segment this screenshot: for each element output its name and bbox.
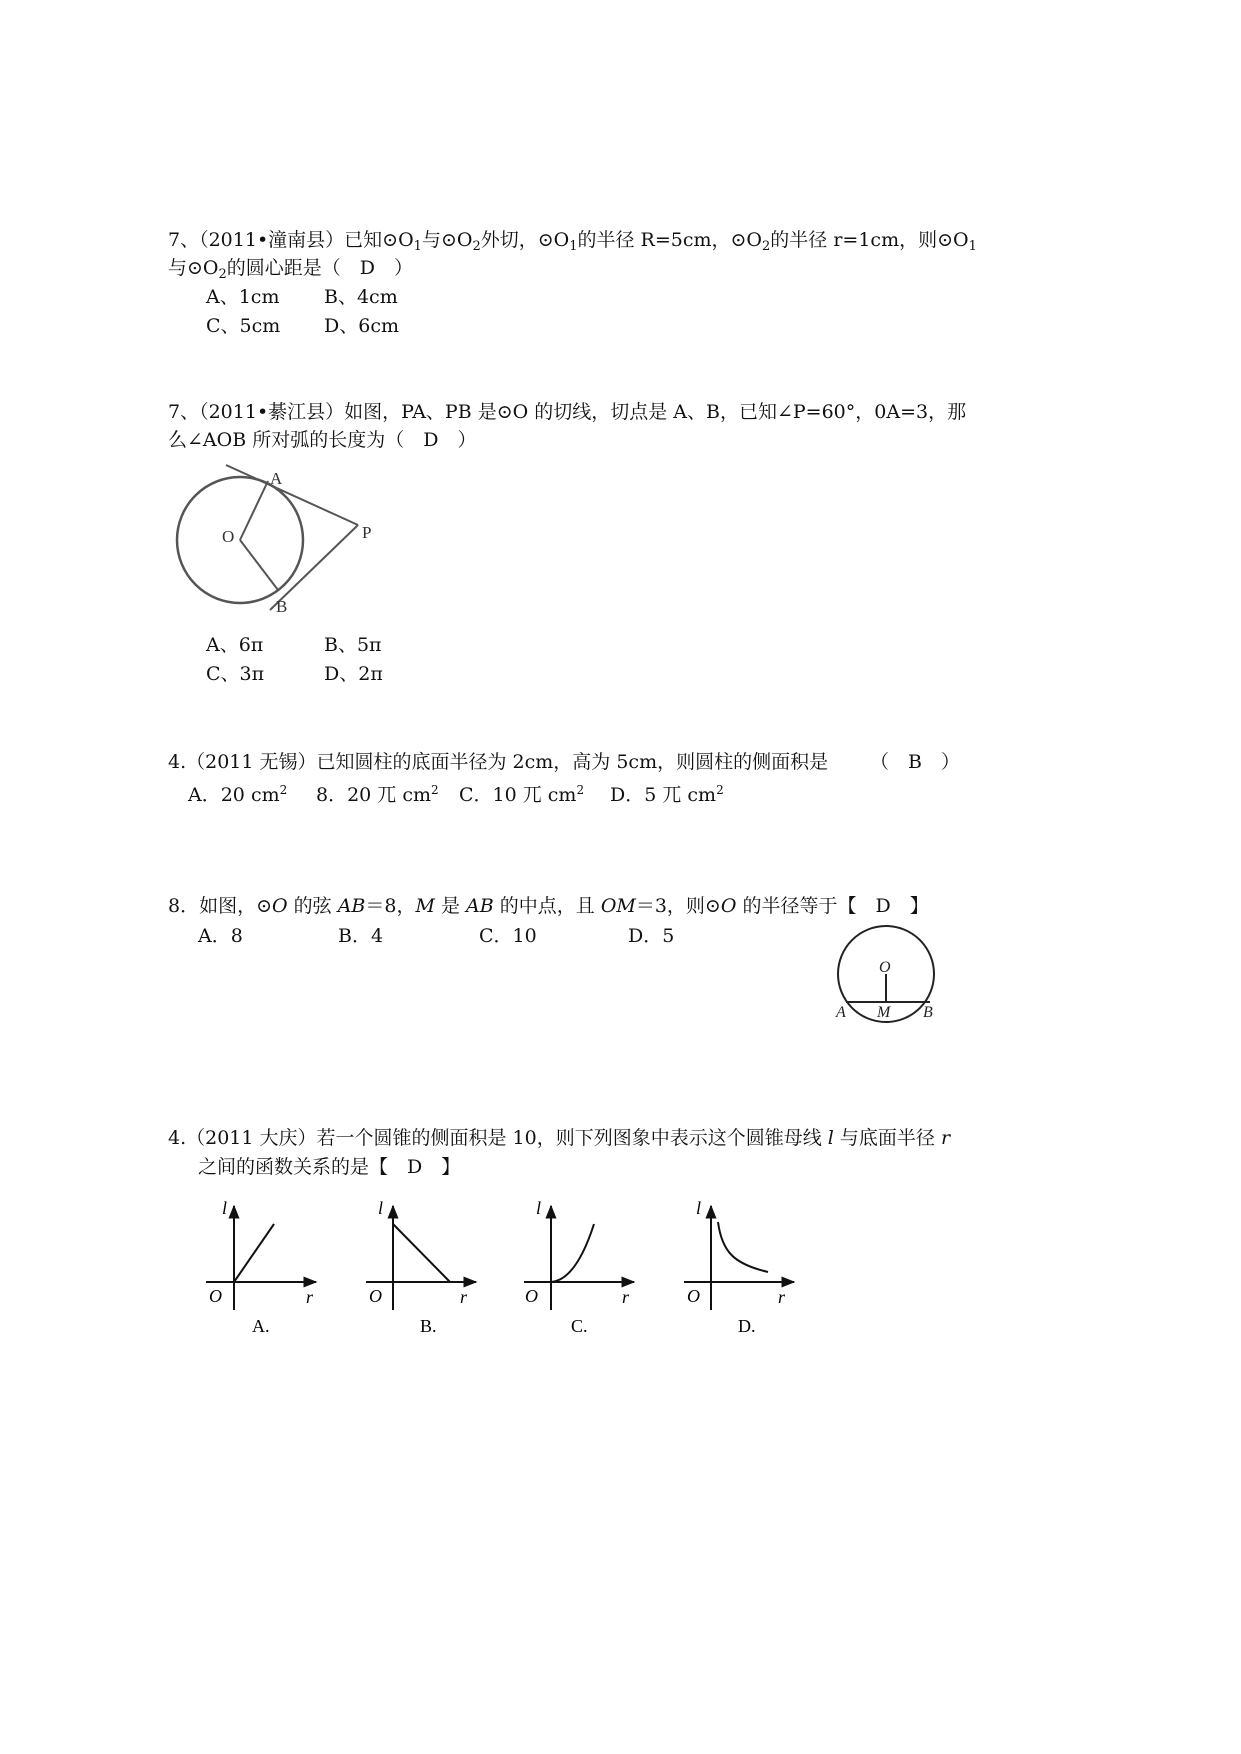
q4-option-d: D．5	[628, 925, 675, 947]
chord-circle-figure	[830, 922, 950, 1032]
tangent-line-a	[226, 465, 358, 525]
graph-c	[518, 1196, 648, 1346]
x-label: r	[460, 1287, 468, 1307]
y-label: l	[222, 1198, 228, 1218]
q5-line2: 之间的函数关系的是【 D 】	[198, 1156, 461, 1178]
q3-option-a: A．20 $cm^2$	[188, 783, 288, 806]
x-label: r	[778, 1287, 786, 1307]
label-o-small: O	[879, 959, 891, 976]
label-o: O	[222, 527, 235, 546]
q4-option-c: C．10	[479, 925, 537, 947]
q4-option-a: A．8	[198, 925, 243, 947]
graph-d	[678, 1196, 808, 1346]
q5-line1: 4.（2011 大庆）若一个圆锥的侧面积是 10，则下列图象中表示这个圆锥母线 l 与底面半径 r	[168, 1127, 951, 1149]
q2-option-a: A、6π	[206, 634, 264, 656]
q3-answer: （ B ）	[870, 751, 960, 773]
graph-a	[200, 1196, 330, 1346]
x-label: r	[306, 1287, 314, 1307]
curve-a-line	[234, 1224, 274, 1282]
origin-label: O	[525, 1286, 538, 1306]
x-label: r	[622, 1287, 630, 1307]
q2-line1: 7、（2011•綦江县）如图，PA、PB 是⊙O 的切线，切点是 A、B，已知∠P=60°，0A=3，那	[168, 401, 967, 423]
q4-line1: 8．如图，⊙O 的弦 AB＝8，M 是 AB 的中点，且 OM＝3，则⊙O 的半径等于【 D 】	[168, 895, 929, 917]
radius-oa	[240, 481, 268, 540]
q3-option-d: D．5 兀 $cm^2$	[610, 783, 724, 806]
origin-label: O	[209, 1286, 222, 1306]
q2-option-c: C、3π	[206, 663, 265, 685]
label-p: P	[362, 523, 372, 542]
q4-option-b: B．4	[338, 925, 384, 947]
label-a: A	[270, 469, 283, 488]
q1-line1: 7、（2011•潼南县）已知$⊙O_1$与$⊙O_2$外切，$⊙O_1$的半径 R=5cm，$⊙O_2$的半径 r=1cm，则$⊙O_1$	[168, 229, 977, 254]
q1-option-c: C、5cm	[206, 315, 281, 337]
graph-b	[360, 1196, 490, 1346]
label-b-small: B	[923, 1004, 933, 1021]
y-label: l	[378, 1198, 384, 1218]
origin-label: O	[369, 1286, 382, 1306]
q3-line1: 4.（2011 无锡）已知圆柱的底面半径为 2cm，高为 5cm，则圆柱的侧面积是	[168, 751, 829, 773]
q1-option-d: D、6cm	[324, 315, 399, 337]
q1-option-b: B、4cm	[324, 286, 398, 308]
caption-b: B.	[420, 1316, 437, 1336]
label-m-small: M	[877, 1004, 891, 1021]
label-b: B	[276, 597, 288, 616]
curve-c-parabola	[551, 1224, 594, 1282]
q2-option-b: B、5π	[324, 634, 382, 656]
y-label: l	[536, 1198, 542, 1218]
y-label: l	[696, 1198, 702, 1218]
curve-d-hyperbola	[718, 1222, 768, 1272]
curve-b-line	[393, 1224, 450, 1282]
q1-option-a: A、1cm	[206, 286, 280, 308]
caption-c: C.	[571, 1316, 588, 1336]
q3-option-b: 8．20 兀 $cm^2$	[316, 783, 439, 806]
q3-option-c: C．10 兀 $cm^2$	[459, 783, 585, 806]
q1-line2: 与$⊙O_2$的圆心距是（ D ）	[168, 257, 414, 282]
tangent-circle-figure	[170, 460, 390, 620]
caption-d: D.	[738, 1316, 756, 1336]
q2-option-d: D、2π	[324, 663, 383, 685]
radius-ob	[240, 540, 278, 590]
origin-label: O	[687, 1286, 700, 1306]
label-a-small: A	[836, 1004, 846, 1021]
q2-line2: 么∠AOB 所对弧的长度为（ D ）	[168, 429, 477, 451]
caption-a: A.	[252, 1316, 270, 1336]
